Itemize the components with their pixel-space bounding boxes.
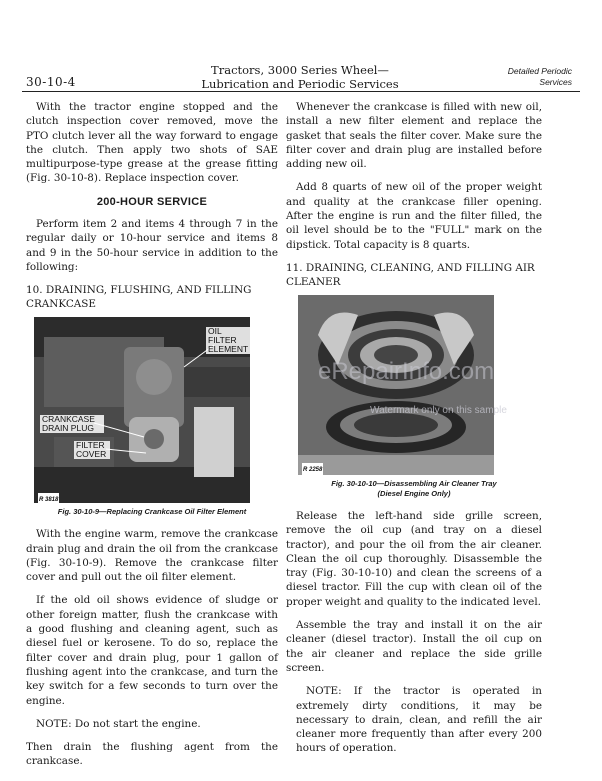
paragraph-perform-items: Perform item 2 and items 4 through 7 in the regular daily or 10-hour service and items 8 and 9 in the 50-hour service in addition to the following: xyxy=(26,218,278,273)
section-label-line2: Services xyxy=(539,77,572,87)
page-number: 30-10-4 xyxy=(26,75,76,89)
heading-200-hour-service: 200-HOUR SERVICE xyxy=(96,195,208,208)
paragraph-flush-crankcase: If the old oil shows evidence of sludge or other foreign matter, flush the crankcase with a good flushing and cleaning agent, such as diesel fuel or kerosene. To do so, replace the filter cover and drain plug, pour 1 gallon of flushing agent into the crankcase, and turn the key switch for a few seconds to turn over the engine. xyxy=(26,594,278,707)
figure-id-r3818: R 3818 xyxy=(38,493,59,503)
paragraph-release-grille: Release the left-hand side grille screen, remove the oil cup (and tray on a diesel tractor), and pour the oil from the air cleaner. Clean the oil cup thoroughly. Disassemble the tray (Fig. 30-10-10) and clean the screens of a diesel tractor. Fill the cup with clean oil of the proper weight and quality to the indicated level. xyxy=(286,509,542,608)
figure-id-r2258: R 2258 xyxy=(302,463,323,475)
watermark-site: eRepairInfo.com xyxy=(318,358,495,385)
paragraph-remove-drain-plug: With the engine warm, remove the crankcase drain plug and drain the oil from the crankcase (Fig. 30-10-9). Remove the crankcase filter cover and pull out the oil filter element. xyxy=(26,528,278,584)
figure-caption-30-10-10-line1: Fig. 30-10-10—Disassembling Air Cleaner Tray xyxy=(331,478,497,488)
paragraph-assemble-tray: Assemble the tray and install it on the air cleaner (diesel tractor). Install the oil cup on the air cleaner and replace the side grille screen. xyxy=(286,619,542,674)
figure-oil-filter-photo xyxy=(34,317,250,503)
note-do-not-start: NOTE: Do not start the engine. xyxy=(36,717,201,730)
figure-caption-30-10-9: Fig. 30-10-9—Replacing Crankcase Oil Filter Element xyxy=(57,507,247,517)
paragraph-add-oil: Add 8 quarts of new oil of the proper weight and quality at the crankcase filler opening. After the engine is run and the filter filled, the oil level should be to the "FULL" mark on the dipstick. Total capacity is 8 quarts. xyxy=(286,181,542,251)
page-header xyxy=(0,0,602,96)
item-10-heading: 10. DRAINING, FLUSHING, AND FILLING CRANKCASE xyxy=(26,284,252,311)
paragraph-pto-clutch: With the tractor engine stopped and the clutch inspection cover removed, move the PTO clutch lever all the way forward to engage the clutch. Then apply two shots of SAE multipurpose-type grease at the grease fitting (Fig. 30-10-8). Replace inspection cover. xyxy=(26,101,278,185)
figure-caption-30-10-10 xyxy=(286,479,542,499)
manual-title-line2: Lubrication and Periodic Services xyxy=(201,77,399,91)
manual-title xyxy=(165,63,435,91)
paragraph-drain-flushing-agent: Then drain the flushing agent from the crankcase. xyxy=(26,741,278,768)
watermark-sample: Watermark only on this sample xyxy=(370,405,507,416)
item-11-heading: 11. DRAINING, CLEANING, AND FILLING AIR CLEANER xyxy=(286,261,535,288)
manual-title-line1: Tractors, 3000 Series Wheel— xyxy=(211,63,389,77)
paragraph-new-filter-element: Whenever the crankcase is filled with new oil, install a new filter element and replace the gasket that seals the filter cover. Make sure the filter cover and drain plug are installed before adding new oil. xyxy=(286,101,542,171)
note-dirty-conditions: NOTE: If the tractor is operated in extremely dirty conditions, it may be necessary to drain, clean, and refill the air cleaner more frequently than after every 200 hours of operation. xyxy=(296,685,542,755)
section-label-line1: Detailed Periodic xyxy=(507,66,572,76)
right-column xyxy=(286,100,542,765)
callout-crankcase-drain-plug: CRANKCASE DRAIN PLUG xyxy=(40,415,104,433)
callout-oil-filter-element: OIL FILTER ELEMENT xyxy=(206,327,250,354)
callout-filter-cover: FILTER COVER xyxy=(74,441,110,459)
figure-caption-30-10-10-line2: (Diesel Engine Only) xyxy=(377,488,451,498)
header-divider xyxy=(22,91,580,92)
left-column xyxy=(26,100,278,778)
section-label xyxy=(508,66,572,88)
